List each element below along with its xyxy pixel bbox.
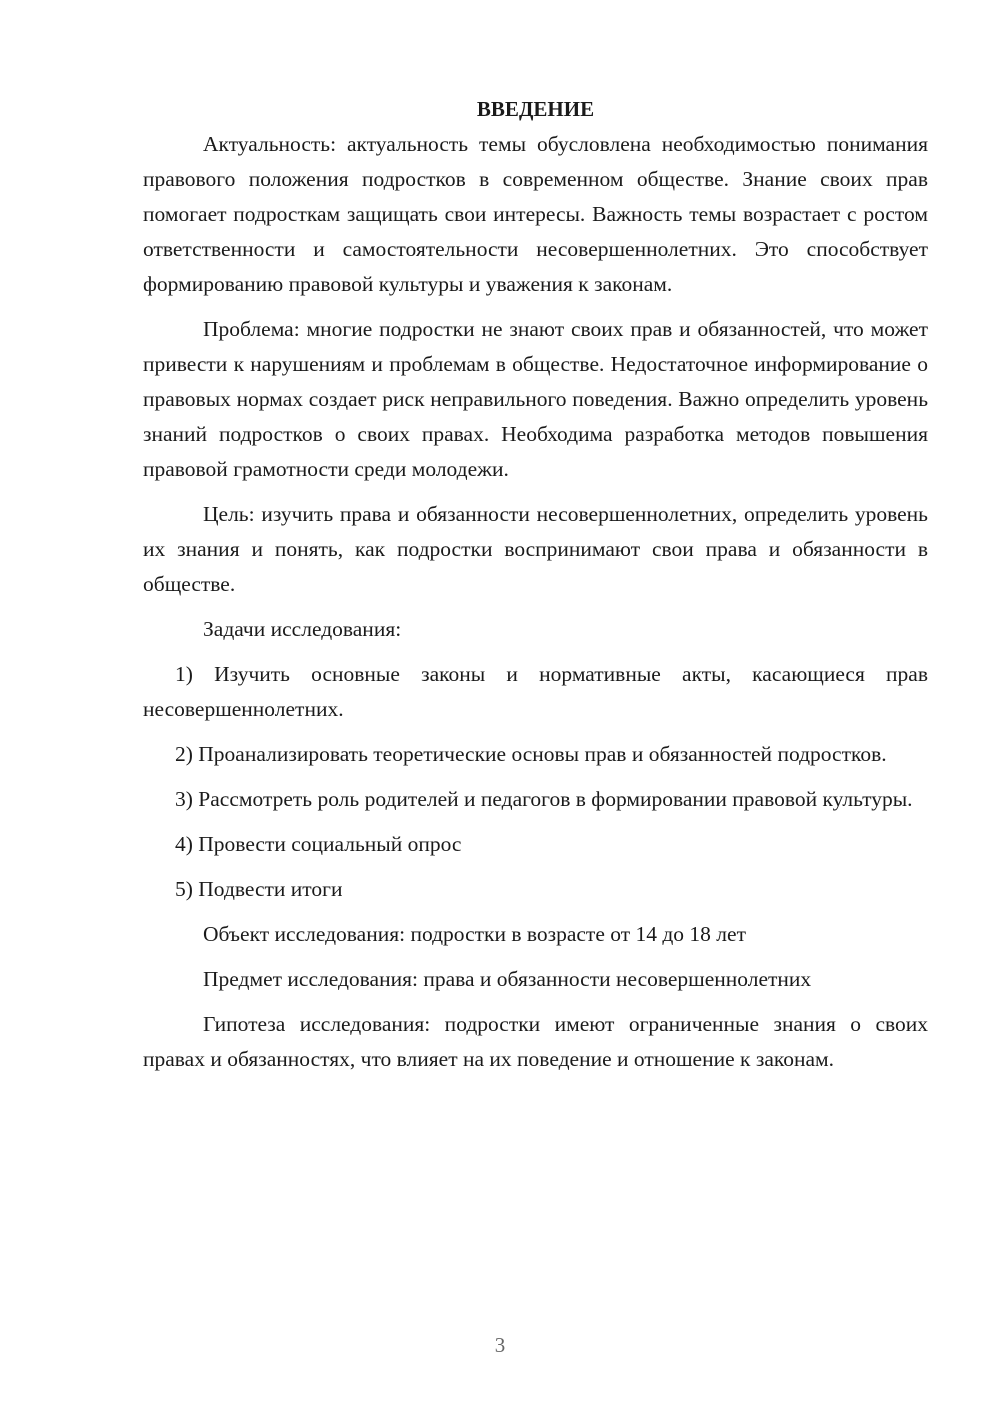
problem-paragraph: Проблема: многие подростки не знают своих прав и обязанностей, что может привести к нарушениям и проблемам в обществе. Недостаточное информирование о правовых нормах создает риск неправильного поведения. Важно определить уровень знаний подростков о своих правах. Необходима разработка методов повышения правовой грамотности среди молодежи. bbox=[143, 317, 928, 481]
research-subject: Предмет исследования: права и обязанности несовершеннолетних bbox=[203, 967, 812, 991]
relevance-paragraph: Актуальность: актуальность темы обусловлена необходимостью понимания правового положения подростков в современном обществе. Знание своих прав помогает подросткам защищать свои интересы. Важность темы возрастает с ростом ответственности и самостоятельности несовершеннолетних. Это способствует формированию правовой культуры и уважения к законам. bbox=[143, 132, 928, 296]
task-item-2: 2) Проанализировать теоретические основы прав и обязанностей подростков. bbox=[175, 742, 887, 766]
tasks-heading: Задачи исследования: bbox=[203, 617, 402, 641]
task-item-4: 4) Провести социальный опрос bbox=[175, 832, 462, 856]
research-hypothesis: Гипотеза исследования: подростки имеют ограниченные знания о своих правах и обязанностях, что влияет на их поведение и отношение к законам. bbox=[143, 1012, 928, 1071]
task-item-1: 1) Изучить основные законы и нормативные акты, касающиеся прав несовершеннолетних. bbox=[143, 662, 928, 721]
page-title: ВВЕДЕНИЕ bbox=[476, 97, 595, 121]
page-number: 3 bbox=[494, 1333, 506, 1357]
research-object: Объект исследования: подростки в возрасте от 14 до 18 лет bbox=[203, 922, 746, 946]
task-item-3: 3) Рассмотреть роль родителей и педагогов в формировании правовой культуры. bbox=[175, 787, 913, 811]
document-page bbox=[143, 94, 928, 1087]
goal-paragraph: Цель: изучить права и обязанности несовершеннолетних, определить уровень их знания и понять, как подростки воспринимают свои права и обязанности в обществе. bbox=[143, 502, 928, 596]
task-item-5: 5) Подвести итоги bbox=[175, 877, 343, 901]
